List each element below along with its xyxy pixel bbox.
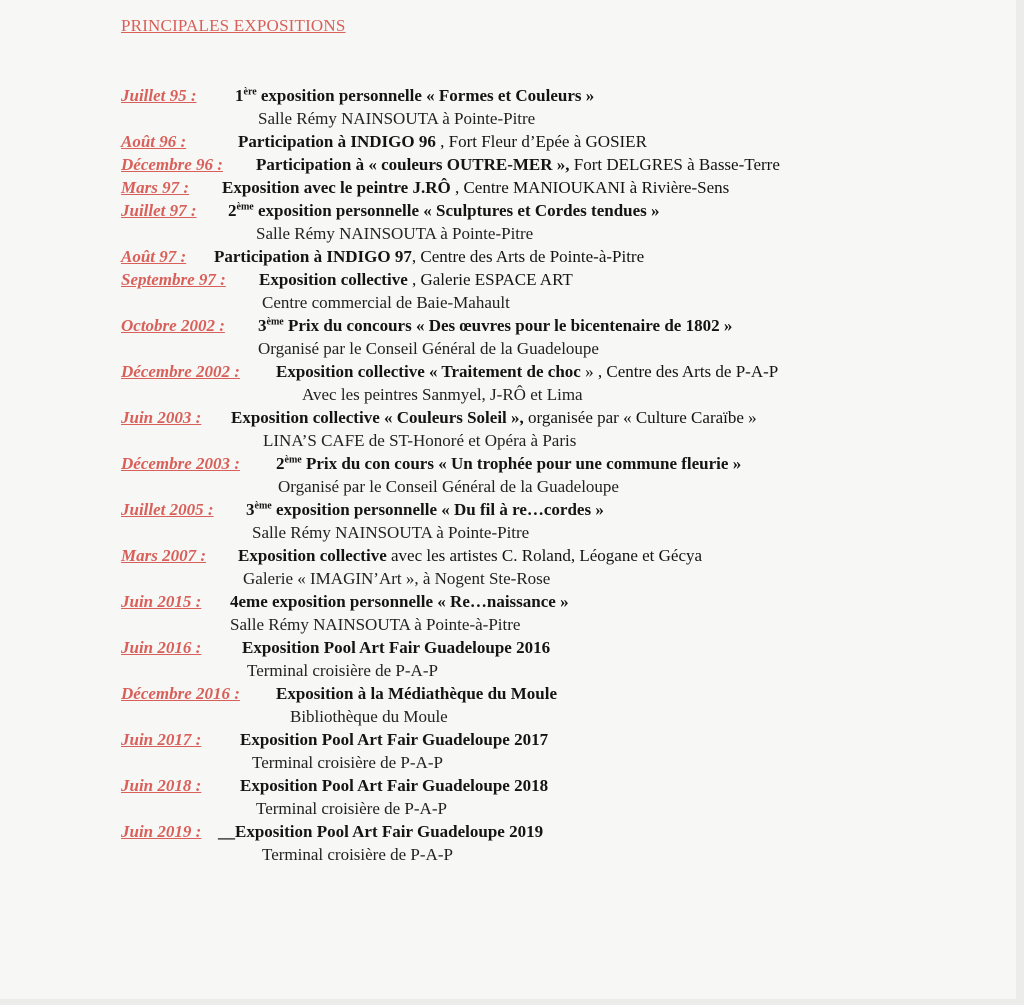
entry-0-text-2: exposition personnelle « Formes et Couleurs » [256, 86, 595, 105]
entry-6-line [121, 270, 573, 290]
entry-8-text-0: Exposition collective « Traitement de choc [276, 362, 581, 381]
entry-8-line [121, 362, 779, 382]
entry-13-description [230, 592, 569, 612]
entry-13-line [121, 592, 569, 612]
entry-8-text-1: » , Centre des Arts de P-A-P [580, 362, 779, 381]
entry-8-date: Décembre 2002 : [121, 362, 240, 381]
entry-18-text-0: __ [218, 822, 235, 841]
entry-0-text-0: 1 [235, 86, 244, 105]
entry-9-text-0: Exposition collective « Couleurs Soleil », [231, 408, 524, 427]
entry-17-line [121, 776, 549, 796]
entry-18-text-1: Exposition Pool Art Fair Guadeloupe 2019 [235, 822, 544, 841]
entry-11-location: Salle Rémy NAINSOUTA à Pointe-Pitre [252, 523, 530, 542]
entry-15-location: Bibliothèque du Moule [290, 707, 448, 726]
entry-10-description [276, 454, 741, 474]
entry-4-text-1: ème [236, 201, 254, 213]
entry-4-location: Salle Rémy NAINSOUTA à Pointe-Pitre [256, 224, 534, 243]
entry-2-date: Décembre 96 : [121, 155, 223, 174]
entry-2-text-1: Fort DELGRES à Basse-Terre [569, 155, 780, 174]
entry-3-date: Mars 97 : [121, 178, 190, 197]
entry-10-text-0: 2 [276, 454, 285, 473]
entry-16-location: Terminal croisière de P-A-P [252, 753, 443, 772]
entry-1-line [121, 132, 647, 152]
entry-9-text-1: organisée par « Culture Caraïbe » [523, 408, 757, 427]
entry-4-text-2: exposition personnelle « Sculptures et Cordes tendues » [253, 201, 660, 220]
entry-7-description [258, 316, 732, 336]
entry-3-text-0: Exposition avec le peintre J.RÔ [222, 178, 451, 197]
entry-0-location: Salle Rémy NAINSOUTA à Pointe-Pitre [258, 109, 536, 128]
entry-14-location: Terminal croisière de P-A-P [247, 661, 438, 680]
entry-14-description [242, 638, 550, 658]
entry-7-date: Octobre 2002 : [121, 316, 225, 335]
entry-3-line [121, 178, 730, 198]
entry-6-text-0: Exposition collective [259, 270, 408, 289]
entry-0-description [235, 86, 594, 106]
entry-16-text-0: Exposition Pool Art Fair Guadeloupe 2017 [240, 730, 549, 749]
entry-5-date: Août 97 : [121, 247, 187, 266]
entry-12-text-1: avec les artistes C. Roland, Léogane et Gécya [386, 546, 703, 565]
entry-14-line [121, 638, 551, 658]
entry-0-line [121, 86, 595, 106]
entry-15-description [276, 684, 557, 704]
entry-10-line [121, 454, 742, 474]
entry-3-description [222, 178, 729, 198]
entry-7-location: Organisé par le Conseil Général de la Guadeloupe [258, 339, 599, 358]
entry-4-date: Juillet 97 : [121, 201, 197, 220]
entry-12-text-0: Exposition collective [238, 546, 387, 565]
entry-12-description [238, 546, 702, 566]
entry-2-description [256, 155, 780, 175]
entry-17-date: Juin 2018 : [121, 776, 202, 795]
entry-15-text-0: Exposition à la Médiathèque du Moule [276, 684, 558, 703]
entry-14-text-0: Exposition Pool Art Fair Guadeloupe 2016 [242, 638, 551, 657]
entry-5-text-0: Participation à INDIGO 97 [214, 247, 412, 266]
entry-9-description [231, 408, 757, 428]
entry-13-date: Juin 2015 : [121, 592, 202, 611]
entry-4-line [121, 201, 660, 221]
entry-1-description [238, 132, 647, 152]
entry-6-text-1: , Galerie ESPACE ART [407, 270, 573, 289]
entry-6-description [259, 270, 573, 290]
entry-1-text-1: , Fort Fleur d’Epée à GOSIER [435, 132, 647, 151]
entry-2-line [121, 155, 780, 175]
entry-1-text-0: Participation à INDIGO 96 [238, 132, 436, 151]
entry-4-text-0: 2 [228, 201, 237, 220]
entry-10-location: Organisé par le Conseil Général de la Guadeloupe [278, 477, 619, 496]
entry-8-description [276, 362, 778, 382]
page-title: PRINCIPALES EXPOSITIONS [121, 16, 346, 35]
entry-11-text-1: ème [254, 500, 272, 512]
entry-9-location: LINA’S CAFE de ST-Honoré et Opéra à Paris [263, 431, 577, 450]
entry-0-date: Juillet 95 : [121, 86, 197, 105]
entry-18-location: Terminal croisière de P-A-P [262, 845, 453, 864]
entry-11-text-0: 3 [246, 500, 255, 519]
entry-10-date: Décembre 2003 : [121, 454, 240, 473]
entry-15-line [121, 684, 558, 704]
entry-12-line [121, 546, 703, 566]
entry-5-text-1: , Centre des Arts de Pointe-à-Pitre [411, 247, 645, 266]
entry-16-date: Juin 2017 : [121, 730, 202, 749]
entry-7-text-1: ème [266, 316, 284, 328]
entry-6-date: Septembre 97 : [121, 270, 226, 289]
entry-11-text-2: exposition personnelle « Du fil à re…cordes » [271, 500, 604, 519]
entry-16-line [121, 730, 549, 750]
entry-11-description [246, 500, 604, 520]
entry-10-text-1: ème [284, 454, 302, 466]
entry-7-text-2: Prix du concours « Des œuvres pour le bicentenaire de 1802 » [283, 316, 733, 335]
entry-17-text-0: Exposition Pool Art Fair Guadeloupe 2018 [240, 776, 549, 795]
entry-1-date: Août 96 : [121, 132, 187, 151]
entry-6-location: Centre commercial de Baie-Mahault [262, 293, 510, 312]
entry-5-line [121, 247, 645, 267]
entry-9-date: Juin 2003 : [121, 408, 202, 427]
entry-3-text-1: , Centre MANIOUKANI à Rivière-Sens [450, 178, 730, 197]
entry-16-description [240, 730, 548, 750]
entry-18-description [218, 822, 543, 842]
entry-17-location: Terminal croisière de P-A-P [256, 799, 447, 818]
entry-13-text-0: 4eme exposition personnelle « Re…naissance » [230, 592, 569, 611]
entry-18-date: Juin 2019 : [121, 822, 202, 841]
entry-12-date: Mars 2007 : [121, 546, 207, 565]
entry-11-date: Juillet 2005 : [121, 500, 214, 519]
entry-7-line [121, 316, 733, 336]
entry-14-date: Juin 2016 : [121, 638, 202, 657]
entry-5-description [214, 247, 644, 267]
entry-15-date: Décembre 2016 : [121, 684, 240, 703]
entry-11-line [121, 500, 604, 520]
entry-9-line [121, 408, 757, 428]
entry-12-location: Galerie « IMAGIN’Art », à Nogent Ste-Rose [243, 569, 551, 588]
entry-4-description [228, 201, 660, 221]
entry-18-line [121, 822, 544, 842]
entry-0-text-1: ère [243, 86, 257, 98]
entry-17-description [240, 776, 548, 796]
entry-7-text-0: 3 [258, 316, 267, 335]
entry-8-location: Avec les peintres Sanmyel, J-RÔ et Lima [302, 385, 583, 404]
entry-13-location: Salle Rémy NAINSOUTA à Pointe-à-Pitre [230, 615, 521, 634]
entry-10-text-2: Prix du con cours « Un trophée pour une commune fleurie » [301, 454, 742, 473]
entry-2-text-0: Participation à « couleurs OUTRE-MER », [256, 155, 570, 174]
